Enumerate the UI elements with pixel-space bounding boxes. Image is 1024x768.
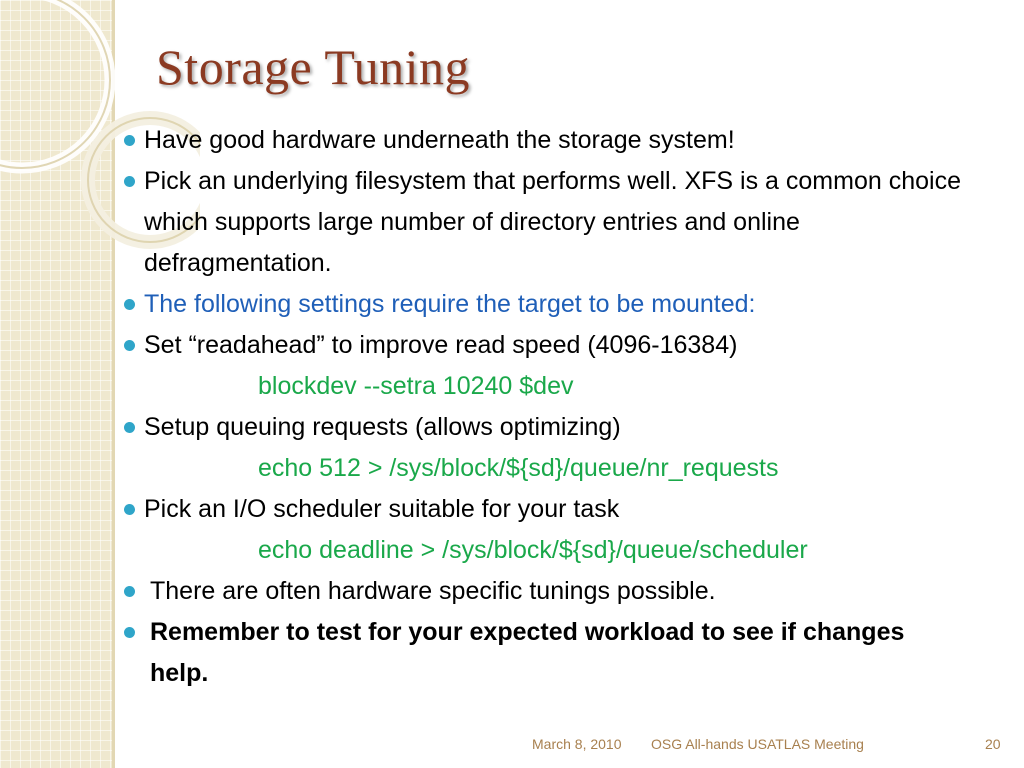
- bullet-dot-icon: [124, 627, 135, 638]
- bullet-dot-icon: [124, 299, 135, 310]
- code-command: blockdev --setra 10240 $dev: [258, 372, 574, 400]
- code-command: echo 512 > /sys/block/${sd}/queue/nr_requests: [258, 454, 779, 482]
- code-command: echo deadline > /sys/block/${sd}/queue/scheduler: [258, 536, 808, 564]
- footer-page-number: 20: [985, 736, 1001, 752]
- bullet-dot-icon: [124, 176, 135, 187]
- bullet-text: Pick an I/O scheduler suitable for your task: [144, 495, 620, 523]
- bullet-item: [122, 161, 962, 284]
- bullet-item: [122, 612, 962, 694]
- bullet-item: [122, 284, 962, 325]
- bullet-text: There are often hardware specific tunings possible.: [150, 577, 716, 605]
- bullet-item: [122, 407, 962, 489]
- bullet-list: [122, 120, 962, 694]
- footer-meeting: OSG All-hands USATLAS Meeting: [651, 736, 864, 752]
- bullet-item: [122, 325, 962, 407]
- slide-title: Storage Tuning: [156, 39, 471, 95]
- footer-date: March 8, 2010: [532, 736, 622, 752]
- bullet-text: The following settings require the target to be mounted:: [144, 290, 756, 318]
- bullet-dot-icon: [124, 422, 135, 433]
- bullet-item: [122, 120, 962, 161]
- bullet-text: Pick an underlying filesystem that performs well. XFS is a common choice which supports large number of directory entries and online defragmentation.: [144, 167, 961, 277]
- bullet-dot-icon: [124, 504, 135, 515]
- bullet-dot-icon: [124, 340, 135, 351]
- bullet-dot-icon: [124, 586, 135, 597]
- bullet-item: [122, 489, 962, 571]
- bullet-text: Setup queuing requests (allows optimizing): [144, 413, 621, 441]
- bullet-text: Set “readahead” to improve read speed (4096-16384): [144, 331, 738, 359]
- bullet-text: Remember to test for your expected workload to see if changes help.: [150, 618, 905, 687]
- bullet-dot-icon: [124, 135, 135, 146]
- bullet-text: Have good hardware underneath the storage system!: [144, 126, 735, 154]
- bullet-item: [122, 571, 962, 612]
